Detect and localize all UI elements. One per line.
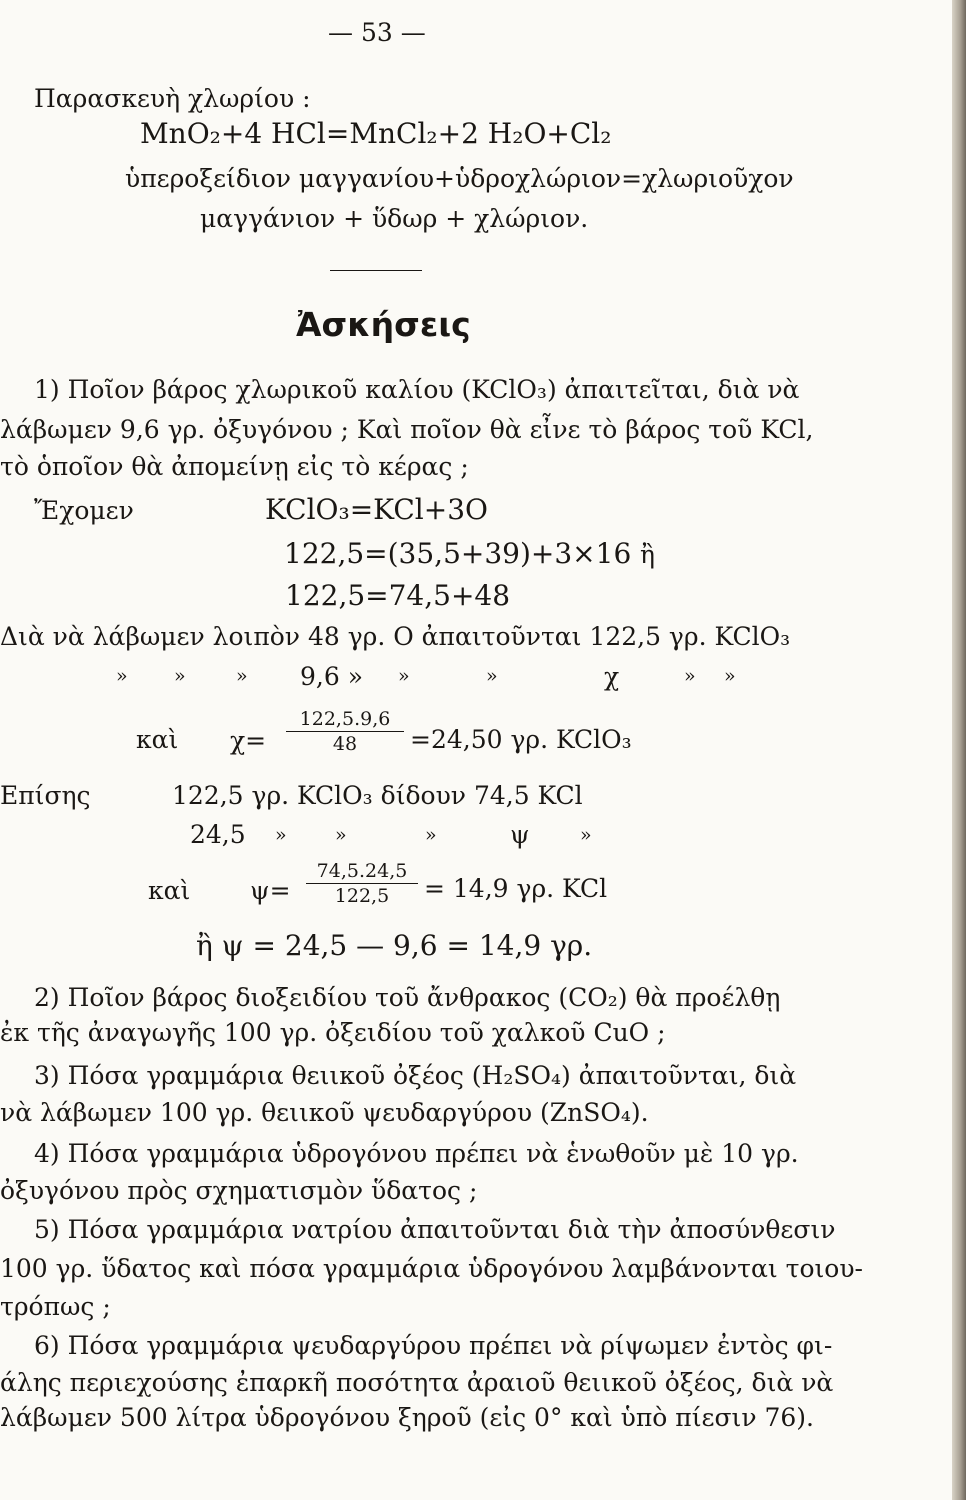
- ex5-line-1: 5) Πόσα γραμμάρια νατρίου ἀπαιτοῦνται διὰ τὴν ἀποσύνθεσιν: [34, 1215, 836, 1244]
- ex1-x-fraction: [286, 710, 404, 754]
- ex1-line-2: λάβωμεν 9,6 γρ. ὀξυγόνου ; Καὶ ποῖον θὰ εἶνε τὸ βάρος τοῦ KCl,: [0, 415, 814, 444]
- ex1-x-result: =24,50 γρ. KClO₃: [410, 725, 632, 754]
- ex1-also-ditto-1: »: [275, 824, 287, 846]
- ex1-ditto-value: 9,6 »: [300, 662, 364, 691]
- prep-formula: MnO₂+4 HCl=MnCl₂+2 H₂O+Cl₂: [140, 117, 612, 150]
- ex1-ditto-5: »: [398, 665, 410, 687]
- ex1-also-ditto-2: »: [335, 824, 347, 846]
- prep-title: Παρασκευὴ χλωρίου :: [34, 84, 311, 113]
- ex5-line-3: τρόπως ;: [0, 1292, 111, 1321]
- ex1-y-numerator: 74,5.24,5: [316, 860, 408, 882]
- ex2-line-1: 2) Ποῖον βάρος διοξειδίου τοῦ ἄνθρακος (CO₂) θὰ προέλθῃ: [34, 983, 781, 1012]
- ex6-line-1: 6) Πόσα γραμμάρια ψευδαργύρου πρέπει νὰ ρίψωμεν ἐντὸς φι-: [34, 1331, 833, 1360]
- ex1-y-denominator: 122,5: [306, 883, 418, 906]
- ex1-ditto-3: »: [236, 665, 248, 687]
- exercises-heading: Ἀσκήσεις: [296, 305, 471, 344]
- ex3-line-1: 3) Πόσα γραμμάρια θειικοῦ ὀξέος (H₂SO₄) ἀπαιτοῦνται, διὰ: [34, 1061, 797, 1090]
- ex5-line-2: 100 γρ. ὕδατος καὶ πόσα γραμμάρια ὑδρογόνου λαμβάνονται τοιου-: [0, 1254, 864, 1283]
- ex1-equation-2-or: ἢ: [640, 540, 655, 569]
- ex1-equation-3: 122,5=74,5+48: [285, 579, 511, 612]
- ex1-ditto-2: »: [174, 665, 186, 687]
- ex6-line-3: λάβωμεν 500 λίτρα ὑδρογόνου ξηροῦ (εἰς 0° καὶ ὑπὸ πίεσιν 76).: [0, 1403, 815, 1432]
- prep-words-line-1: ὑπεροξείδιον μαγγανίου+ὑδροχλώριον=χλωριοῦχον: [125, 164, 794, 193]
- ex1-unknown-psi: ψ: [510, 820, 530, 849]
- page-edge-shadow: [952, 0, 966, 1500]
- ex1-y-fraction: [306, 862, 418, 906]
- ex1-line-3: τὸ ὁποῖον θὰ ἀπομείνῃ εἰς τὸ κέρας ;: [0, 452, 469, 481]
- ex1-also-value: 24,5: [190, 820, 246, 849]
- ex1-x-lhs: χ=: [230, 726, 267, 755]
- ex1-kai-1: καὶ: [136, 725, 179, 754]
- ex6-line-2: άλης περιεχούσης ἐπαρκῆ ποσότητα ἀραιοῦ θειικοῦ ὀξέος, διὰ νὰ: [0, 1368, 834, 1397]
- ex4-line-2: ὀξυγόνου πρὸς σχηματισμὸν ὕδατος ;: [0, 1176, 478, 1205]
- section-divider: [330, 270, 422, 271]
- ex1-x-denominator: 48: [286, 731, 404, 754]
- ex1-equation-2: 122,5=(35,5+39)+3×16: [284, 537, 632, 570]
- ex1-unknown-x: χ: [604, 662, 620, 691]
- page-number: — 53 —: [328, 18, 426, 47]
- ex1-also-ditto-4: »: [580, 824, 592, 846]
- prep-words-line-2: μαγγάνιον + ὕδωρ + χλώριον.: [200, 204, 589, 233]
- ex3-line-2: νὰ λάβωμεν 100 γρ. θειικοῦ ψευδαργύρου (ZnSO₄).: [0, 1098, 649, 1127]
- ex1-y-lhs: ψ=: [250, 876, 291, 905]
- ex4-line-1: 4) Πόσα γραμμάρια ὑδρογόνου πρέπει νὰ ἑνωθοῦν μὲ 10 γρ.: [34, 1139, 799, 1168]
- ex1-ditto-9: »: [724, 665, 736, 687]
- ex1-ditto-6: »: [486, 665, 498, 687]
- ex1-ditto-8: »: [684, 665, 696, 687]
- ex1-also-ditto-3: »: [425, 824, 437, 846]
- ex1-echomen: Ἔχομεν: [34, 496, 134, 525]
- ex1-x-numerator: 122,5.9,6: [299, 708, 391, 730]
- ex1-alt-line: ἢ ψ = 24,5 — 9,6 = 14,9 γρ.: [196, 929, 593, 962]
- ex1-ditto-1: »: [116, 665, 128, 687]
- ex1-also-line: 122,5 γρ. KClO₃ δίδουν 74,5 KCl: [172, 781, 583, 810]
- ex1-proportion-line: Διὰ νὰ λάβωμεν λοιπὸν 48 γρ. Ο ἀπαιτοῦνται 122,5 γρ. KClO₃: [0, 622, 791, 651]
- ex1-episis: Επίσης: [0, 781, 91, 810]
- ex1-kai-2: καὶ: [148, 876, 191, 905]
- ex1-y-result: = 14,9 γρ. KCl: [424, 874, 608, 903]
- ex1-equation-1: KClO₃=KCl+3O: [265, 493, 488, 526]
- ex2-line-2: ἐκ τῆς ἀναγωγῆς 100 γρ. ὀξειδίου τοῦ χαλκοῦ CuO ;: [0, 1018, 666, 1047]
- ex1-line-1: 1) Ποῖον βάρος χλωρικοῦ καλίου (KClO₃) ἀπαιτεῖται, διὰ νὰ: [34, 375, 800, 404]
